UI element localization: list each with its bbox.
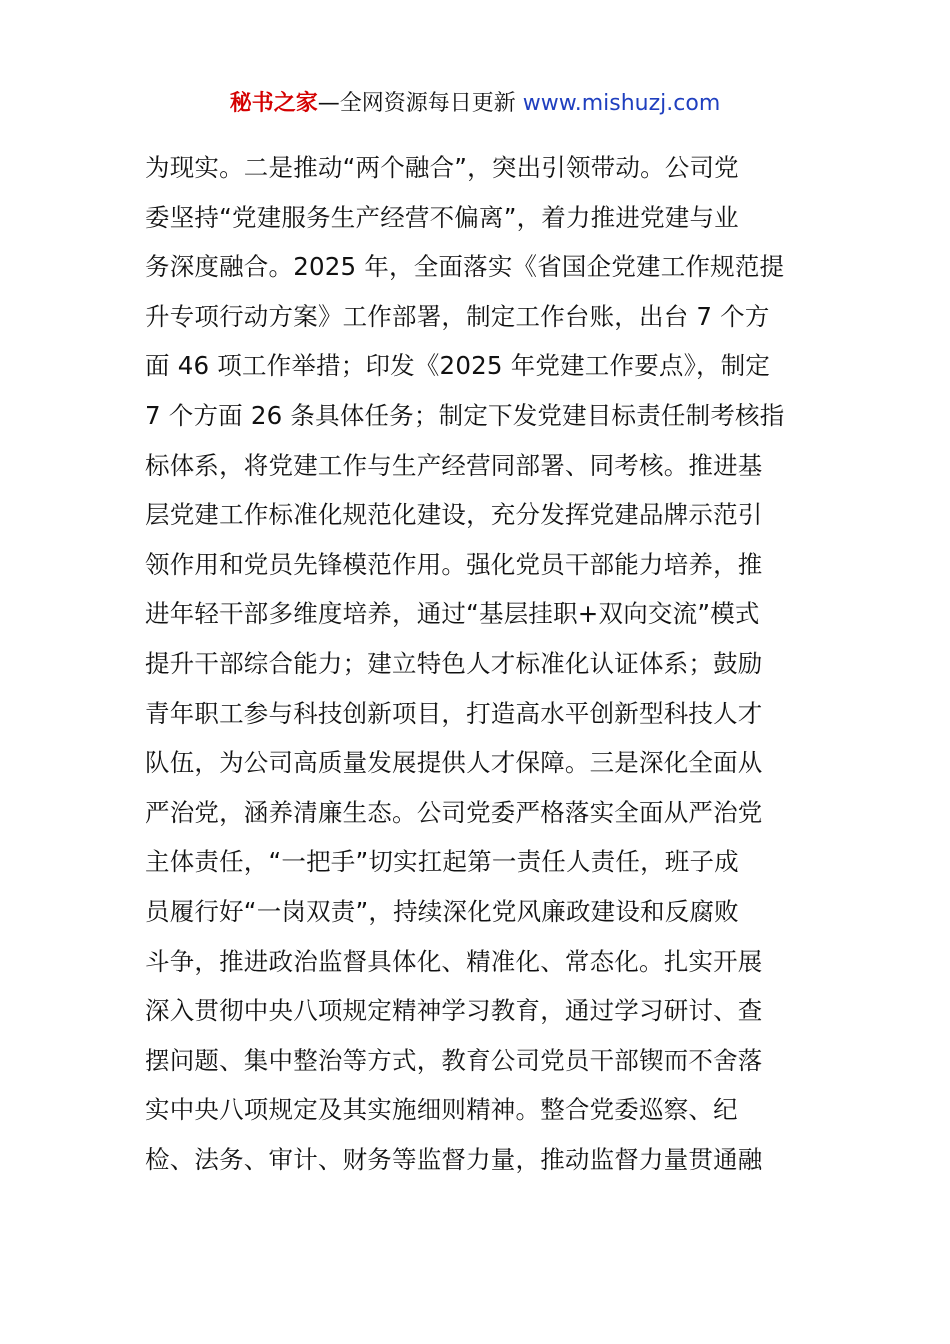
header-tagline: —全网资源每日更新: [317, 91, 523, 116]
page-header: [0, 88, 950, 120]
text-line: 务深度融合。2025 年，全面落实《省国企党建工作规范提: [145, 252, 785, 282]
text-line: 青年职工参与科技创新项目，打造高水平创新型科技人才: [145, 698, 763, 728]
text-line: 检、法务、审计、财务等监督力量，推动监督力量贯通融: [145, 1144, 763, 1174]
text-line: 摆问题、集中整治等方式，教育公司党员干部锲而不舍落: [145, 1045, 763, 1075]
text-line: 为现实。二是推动“两个融合”，突出引领带动。公司党: [145, 153, 739, 182]
text-line: 员履行好“一岗双责”，持续深化党风廉政建设和反腐败: [145, 896, 739, 926]
text-line: 标体系，将党建工作与生产经营同部署、同考核。推进基: [145, 450, 763, 480]
text-line: 7 个方面 26 条具体任务；制定下发党建目标责任制考核指: [145, 400, 785, 430]
text-line: 进年轻干部多维度培养，通过“基层挂职+双向交流”模式: [145, 599, 760, 629]
text-line: 领作用和党员先锋模范作用。强化党员干部能力培养，推: [145, 549, 763, 579]
text-line: 提升干部综合能力；建立特色人才标准化认证体系；鼓励: [145, 648, 763, 678]
text-line: 面 46 项工作举措；印发《2025 年党建工作要点》，制定: [145, 351, 771, 381]
text-line: 升专项行动方案》工作部署，制定工作台账，出台 7 个方: [145, 301, 770, 331]
text-line: 主体责任，“一把手”切实扛起第一责任人责任，班子成: [145, 847, 739, 877]
document-body: [145, 143, 810, 1184]
site-name: 秘书之家: [229, 91, 318, 116]
text-line: 层党建工作标准化规范化建设，充分发挥党建品牌示范引: [145, 500, 763, 530]
text-line: 队伍，为公司高质量发展提供人才保障。三是深化全面从: [145, 748, 763, 778]
text-line: 实中央八项规定及其实施细则精神。整合党委巡察、纪: [145, 1095, 738, 1125]
text-line: 严治党，涵养清廉生态。公司党委严格落实全面从严治党: [145, 797, 763, 827]
text-line: 斗争，推进政治监督具体化、精准化、常态化。扎实开展: [145, 946, 763, 976]
site-url-link[interactable]: www.mishuzj.com: [522, 91, 721, 116]
text-line: 委坚持“党建服务生产经营不偏离”，着力推进党建与业: [145, 202, 739, 232]
text-line: 深入贯彻中央八项规定精神学习教育，通过学习研讨、查: [145, 996, 763, 1026]
